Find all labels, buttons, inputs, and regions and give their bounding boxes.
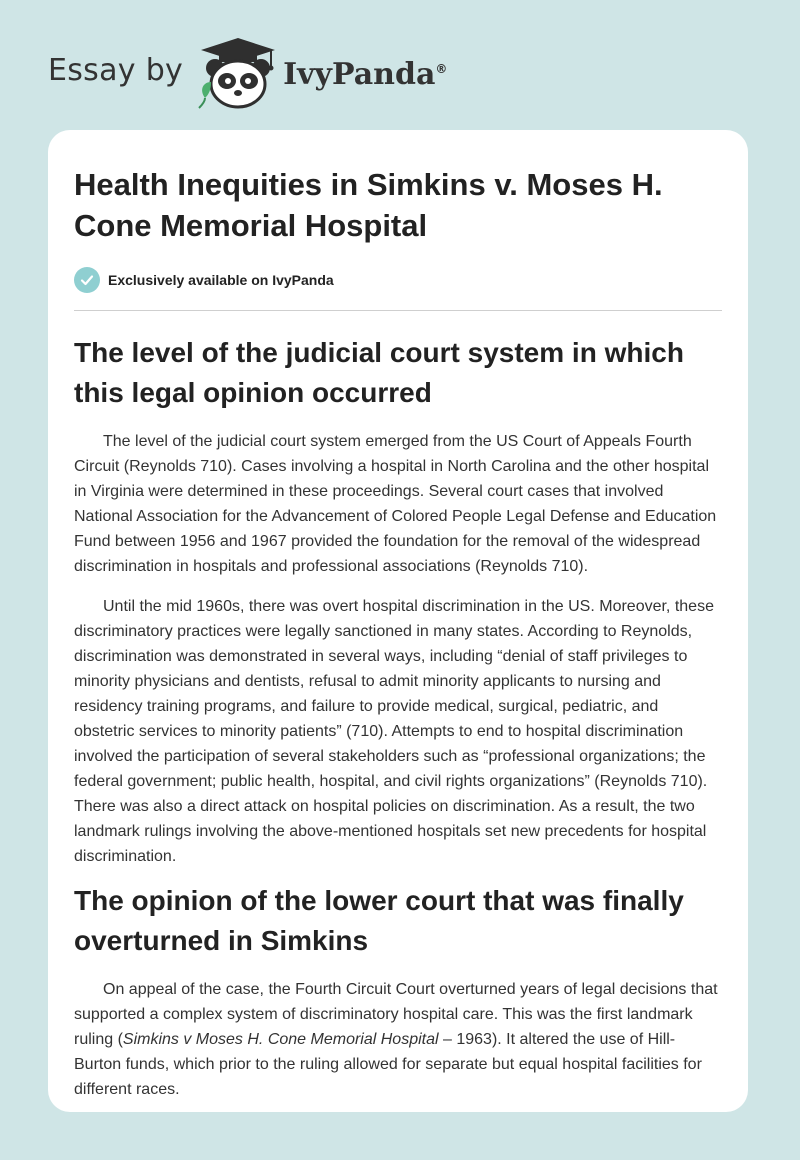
brand-prefix: Essay by <box>48 52 184 88</box>
paragraph: Until the mid 1960s, there was overt hospital discrimination in the US. Moreover, these discriminatory practices were legally sanctioned in many states. According to Reynolds, discrimination was demonstrated in several ways, including “denial of staff privileges to minority physicians and dentists, refusal to admit minority applicants to nursing and residency training programs, and failure to provide medical, surgical, pediatric, and obstetric services to minority patients” (710). Attempts to end to hospital discrimination involved the participation of several stakeholders such as “professional organizations; the federal government; public health, hospital, and civil rights organizations” (Reynolds 710). There was also a direct attack on hospital policies on discrimination. As a result, the two landmark rulings involving the above-mentioned hospitals set new precedents for hospital discrimination. <box>74 598 714 865</box>
section-lower-court-opinion <box>74 881 722 1102</box>
brand-name <box>283 57 447 92</box>
checkmark-icon <box>74 267 100 293</box>
paragraph-text: On appeal of the case, the Fourth Circuit Court overturned years of legal decisions that supported a complex system of discriminatory hospital care. This was the first landmark ruling ( <box>74 981 718 1048</box>
exclusive-badge <box>74 266 722 294</box>
section-heading: The level of the judicial court system in which this legal opinion occurred <box>74 337 684 408</box>
essay-card <box>48 130 748 1112</box>
section-court-level <box>74 333 722 869</box>
exclusive-badge-text: Exclusively available on IvyPanda <box>108 272 334 288</box>
paragraph <box>74 977 722 1102</box>
paragraph-text: – 1963). It altered the use of Hill-Burton funds, which prior to the ruling allowed for separate but equal hospital facilities for different races. <box>74 1031 702 1098</box>
divider <box>74 310 722 311</box>
case-citation: Simkins v Moses H. Cone Memorial Hospital <box>122 1031 439 1048</box>
section-heading: The opinion of the lower court that was finally overturned in Simkins <box>74 885 684 956</box>
brand-header <box>48 36 447 110</box>
page-title: Health Inequities in Simkins v. Moses H. Cone Memorial Hospital <box>74 167 663 243</box>
registered-mark: ® <box>435 61 448 76</box>
paragraph: The level of the judicial court system emerged from the US Court of Appeals Fourth Circuit (Reynolds 710). Cases involving a hospital in North Carolina and the other hospital in Virginia were determined in these proceedings. Several court cases that involved National Association for the Advancement of Colored People Legal Defense and Education Fund between 1956 and 1967 provided the foundation for the removal of the widespread discrimination in hospitals and professional associations (Reynolds 710). <box>74 433 717 575</box>
brand-name-text: IvyPanda <box>283 56 436 92</box>
ivypanda-logo-icon[interactable] <box>195 36 281 110</box>
